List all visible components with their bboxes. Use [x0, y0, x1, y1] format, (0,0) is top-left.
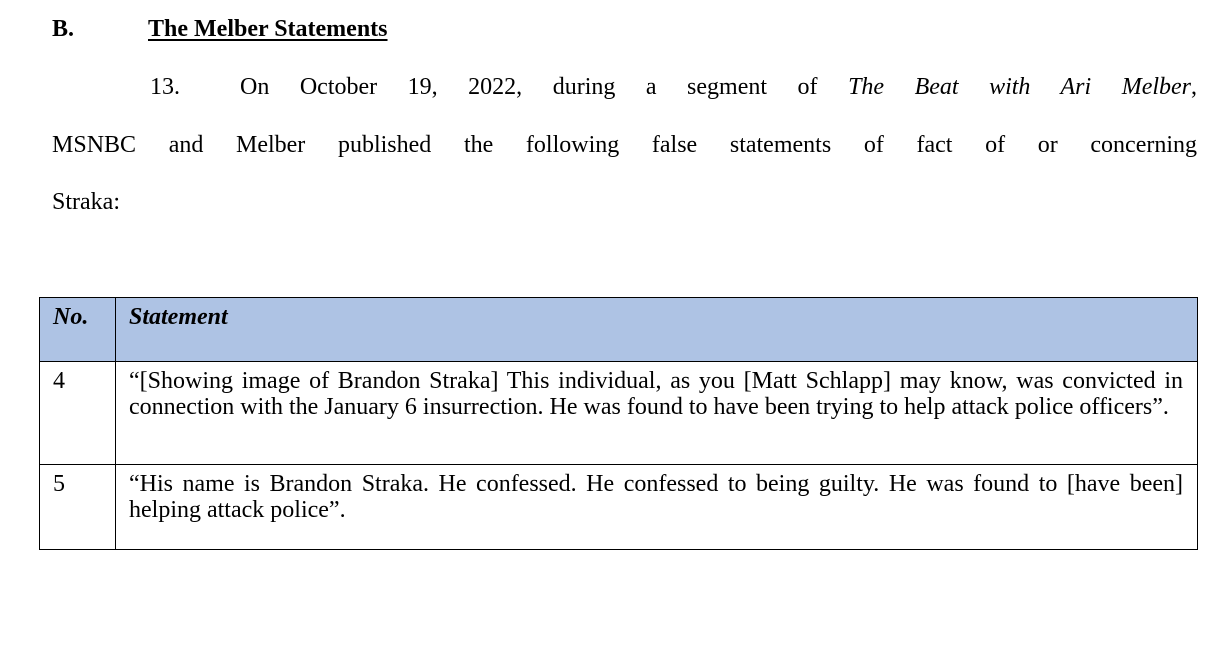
table-row: [40, 465, 1198, 550]
paragraph-line-2: MSNBC and Melber published the following false statements of fact of or concerning: [52, 132, 1197, 158]
row-statement: “[Showing image of Brandon Straka] This individual, as you [Matt Schlapp] may know, was convicted in connection with the January 6 insurrection. He was found to have been trying to help attack police officers”.: [116, 362, 1198, 465]
section-heading: [52, 14, 388, 44]
show-title: The Beat with Ari Melber: [848, 74, 1192, 100]
paragraph-text-before-title: On October 19, 2022, during a segment of: [240, 74, 818, 100]
row-statement: “His name is Brandon Straka. He confessed. He confessed to being guilty. He was found to [have been] helping attack police”.: [116, 465, 1198, 550]
paragraph-number: 13.: [150, 74, 180, 100]
section-title: The Melber Statements: [148, 16, 388, 42]
paragraph-line-1: [150, 72, 1197, 102]
table-row: [40, 362, 1198, 465]
header-no: No.: [40, 298, 116, 362]
paragraph-line-3: Straka:: [52, 189, 120, 215]
table-header-row: [40, 298, 1198, 362]
header-statement: Statement: [116, 298, 1198, 362]
statements-table: [39, 297, 1198, 550]
row-number: 4: [40, 362, 116, 465]
section-letter: B.: [52, 16, 75, 42]
paragraph-text-after-title: ,: [1191, 74, 1198, 100]
row-number: 5: [40, 465, 116, 550]
